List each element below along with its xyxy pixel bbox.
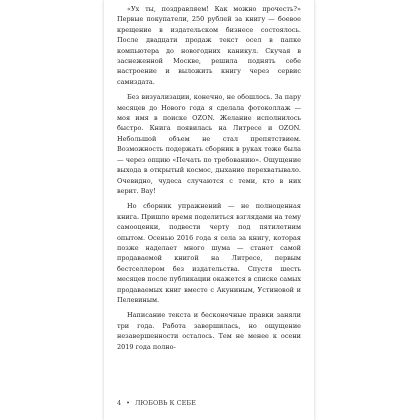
paragraph-4: Написание текста и бесконечные правки заняли три года. Работа завершилась, но ощущение незавершенности осталось. Тем не менее к осени 2019 года полно- [117,311,301,351]
paragraph-2: Без визуализации, конечно, не обошлось. За пару месяцев до Нового года я сделала фотоколлаж — моя имя в поиске OZON. Желание исполнилось быстро. Книга появилась на Литресе и OZON. Небольшой объем не стал препятствием. Возможность подержать сборник в руках тоже была — через опцию «Печать по требованию». Ощущение выхода в открытый космос, дыхание перехватывало. Очевидно, чудеса случаются с теми, кто в них верит. Вау! [117,93,301,195]
paragraph-3: Но сборник упражнений — не полноценная книга. Пришло время поделиться взглядами на тему самооценки, подвести черту под пятилетним опытом. Осенью 2016 года я села за книгу, которая позже наделает много шума — станет самой продаваемой книгой на Литресе, первым бестселлером без издательства. Спустя шесть месяцев после публикации окажется в списке самых продаваемых книг вместе с Акуниным, Устиновой и Пелевиным. [117,202,301,304]
footer-separator: • [126,399,130,407]
body-text [117,4,301,352]
page-footer [117,398,301,408]
running-title: ЛЮБОВЬ К СЕБЕ [134,399,196,407]
paragraph-1: «Ух ты, поздравляем! Как можно прочесть?» Первые покупатели, 250 рублей за книгу — боевое крещение в издательском бизнесе состоялось. После двадцати продаж текст осел в папке компьютера до новогодних каникул. Скучая в заснеженной Москве, решила поднять себе настроение и выложить книгу через сервис самиздата. [117,5,301,86]
book-page [104,0,314,420]
page-number: 4 [117,399,122,407]
